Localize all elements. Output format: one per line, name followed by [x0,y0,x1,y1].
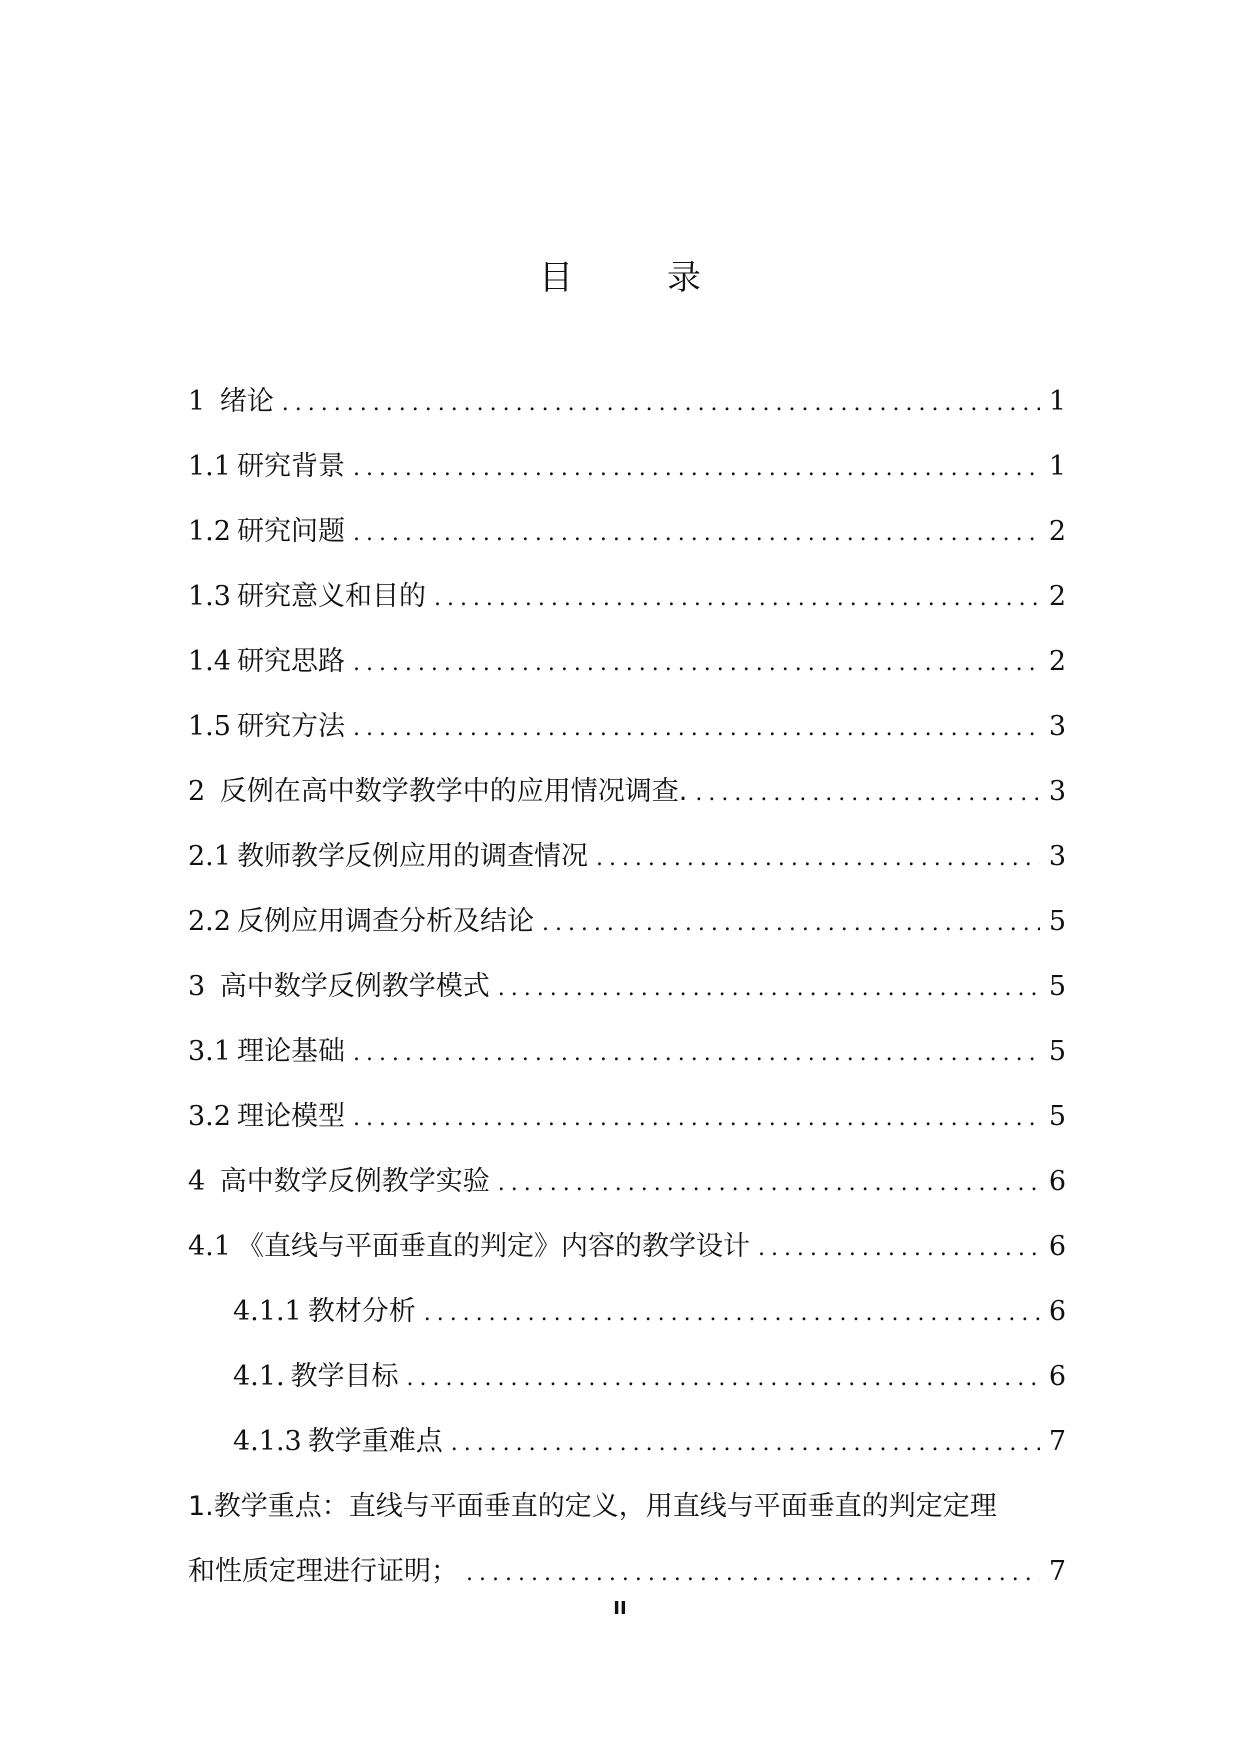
toc-entry-label: 理论基础 [236,1036,345,1067]
toc-entry-number: 2.1 [188,841,231,872]
toc-entry-1-4[interactable] [188,642,1066,707]
toc-entry-number: 2.2 [188,906,231,937]
leader-dots [466,1554,1040,1594]
toc-entry-label: 理论模型 [236,1101,345,1132]
leader-dots [353,1034,1040,1074]
toc-entry-page: 7 [1048,1556,1066,1587]
toc-entry-4-1-3[interactable] [188,1422,1066,1487]
toc-entry-4-1[interactable] [188,1227,1066,1292]
toc-entry-page: 6 [1048,1231,1066,1262]
toc-entry-label: 研究方法 [236,711,345,742]
toc-entry-label: 教学目标 [290,1361,399,1392]
toc-entry-number: 2 [188,776,206,807]
toc-entry-number: 1 [188,386,206,417]
leader-dots [424,1294,1040,1334]
toc-entry-number: 1.5 [188,711,231,742]
toc-entry-2[interactable] [188,772,1066,837]
toc-entry-2-1[interactable] [188,837,1066,902]
leader-dots [353,449,1040,489]
table-of-contents [188,382,1066,1617]
toc-entry-number: 1.2 [188,516,231,547]
toc-entry-number: 4.1. [233,1361,285,1392]
toc-entry-page: 5 [1048,971,1066,1002]
leader-dots [758,1229,1040,1269]
toc-entry-page: 2 [1048,646,1066,677]
toc-entry-label: 绪论 [219,386,274,417]
toc-entry-page: 6 [1048,1166,1066,1197]
toc-entry-label: 研究背景 [236,451,345,482]
leader-dots [542,904,1040,944]
toc-entry-number: 4.1.1 [233,1296,302,1327]
leader-dots [695,774,1040,814]
toc-entry-number: 1.3 [188,581,231,612]
toc-entry-page: 5 [1048,1101,1066,1132]
leader-dots [282,384,1040,424]
toc-entry-3-1[interactable] [188,1032,1066,1097]
leader-dots [353,514,1040,554]
toc-entry-page: 5 [1048,906,1066,937]
toc-entry-label: 研究意义和目的 [236,581,426,612]
toc-entry-label: 教师教学反例应用的调查情况 [236,841,588,872]
toc-entry-number: 3 [188,971,206,1002]
toc-entry-page: 6 [1048,1296,1066,1327]
toc-entry-page: 6 [1048,1361,1066,1392]
leader-dots [498,969,1040,1009]
toc-entry-number: 3.2 [188,1101,231,1132]
toc-entry-label: 反例应用调查分析及结论 [236,906,534,937]
toc-entry-label: 教学重难点 [307,1426,443,1457]
toc-entry-2-2[interactable] [188,902,1066,967]
toc-entry-label: 研究问题 [236,516,345,547]
toc-entry-1-2[interactable] [188,512,1066,577]
toc-entry-page: 3 [1048,776,1066,807]
toc-entry-4-1-2[interactable] [188,1357,1066,1422]
toc-entry-label: 《直线与平面垂直的判定》内容的教学设计 [236,1231,750,1262]
leader-dots [407,1359,1040,1399]
toc-entry-page: 7 [1048,1426,1066,1457]
toc-entry-number: 3.1 [188,1036,231,1067]
leader-dots [353,1099,1040,1139]
toc-entry-page: 5 [1048,1036,1066,1067]
toc-entry-4[interactable] [188,1162,1066,1227]
toc-entry-number: 4 [188,1166,206,1197]
toc-entry-page: 1 [1048,451,1066,482]
toc-entry-label: 反例在高中数学教学中的应用情况调查. [219,776,688,807]
toc-entry-number: 4.1.3 [233,1426,302,1457]
toc-entry-label: 教材分析 [307,1296,416,1327]
leader-dots [498,1164,1040,1204]
toc-entry-1-1[interactable] [188,447,1066,512]
toc-entry-label-line1: 1.教学重点：直线与平面垂直的定义，用直线与平面垂直的判定定理 [188,1491,997,1522]
leader-dots [451,1424,1040,1464]
toc-entry-label: 高中数学反例教学模式 [219,971,490,1002]
toc-entry-number: 4.1 [188,1231,231,1262]
toc-entry-label-line2: 和性质定理进行证明； [188,1556,458,1587]
toc-entry-page: 3 [1048,841,1066,872]
toc-entry-label: 研究思路 [236,646,345,677]
toc-entry-page: 1 [1048,386,1066,417]
toc-entry-number: 1.1 [188,451,231,482]
page-title: 目 录 [539,258,731,298]
leader-dots [596,839,1040,879]
toc-entry-1-5[interactable] [188,707,1066,772]
leader-dots [434,579,1040,619]
toc-entry-page: 3 [1048,711,1066,742]
toc-entry-3[interactable] [188,967,1066,1032]
leader-dots [353,709,1040,749]
toc-entry-1-3[interactable] [188,577,1066,642]
toc-entry-3-2[interactable] [188,1097,1066,1162]
toc-entry-number: 1.4 [188,646,231,677]
toc-entry-page: 2 [1048,516,1066,547]
footer-page-number: II [613,1598,627,1619]
leader-dots [353,644,1040,684]
toc-entry-1[interactable] [188,382,1066,447]
toc-entry-page: 2 [1048,581,1066,612]
toc-entry-4-1-1[interactable] [188,1292,1066,1357]
toc-entry-label: 高中数学反例教学实验 [219,1166,490,1197]
